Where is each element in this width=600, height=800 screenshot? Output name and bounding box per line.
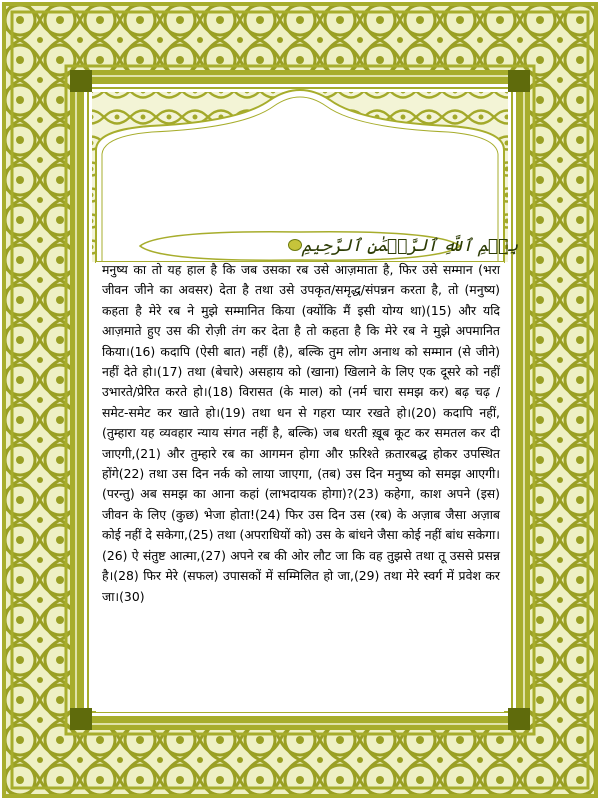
- verse-medallion-icon: [288, 239, 302, 251]
- basmala-text: بِسۡمِ ٱللَّهِ ٱلرَّحۡمَٰنِ ٱلرَّحِيمِ: [301, 235, 519, 256]
- content-area: [100, 230, 519, 715]
- verse-text: मनुष्य का तो यह हाल है कि जब उसका रब उसे आज़माता है, फिर उसे सम्मान (भरा जीवन जीने का अवसर) देता है तथा उसे उपकृत/समृद्ध/संपन्नन करता है, तो (मनुष्य) कहता है मेरे रब ने मुझे सम्मानित किया (क्योंकि मैं इसी योग्य था)(15) और यदि आज़माते हुए उस की रोज़ी तंग कर देता है तो कहता है कि मेरे रब ने मुझे अपमानित किया।(16) कदापि (ऐसी बात) नहीं (है), बल्कि तुम लोग अनाथ को सम्मान (से जीने) नहीं देते हो।(17) तथा (बेचारे) असहाय को (खाना) खिलाने के लिए एक दूसरे को नहीं उभारते/प्रेरित करते हो।(18) विरासत (के माल) को (नर्म चारा समझ कर) बढ़ चढ़ / समेट-समेट कर खाते हो।(19) तथा धन से गहरा प्यार रखते हो।(20) कदापि नहीं, (तुम्हारा यह व्यवहार न्याय संगत नहीं है, बल्कि) जब धरती ख़ूब कूट कर समतल कर दी जाएगी,(21) और तुम्हारे रब का आगमन होगा और फ़रिश्ते क़तारबद्ध होकर उपस्थित होंगे(22) तथा उस दिन नर्क को लाया जाएगा, (तब) उस दिन मनुष्य को समझ आएगी। (परन्तु) अब समझ का आना कहां (लाभदायक होगा)?(23) कहेगा, काश अपने (इस) जीवन के लिए (कुछ) भेजा होता!(24) फिर उस दिन उस (रब) के अज़ाब जैसा अज़ाब कोई नहीं दे सकेगा,(25) तथा (अपराधियों को) उस के बांधने जैसा कोई नहीं बांध सकेगा।(26) ऐ संतुष्ट आत्मा,(27) अपने रब की ओर लौट जा कि वह तुझसे तथा तू उससे प्रसन्न है।(28) फिर मेरे (सफल) उपासकों में सम्मिलित हो जा,(29) तथा मेरे स्वर्ग में प्रवेश कर जा।(30): [102, 262, 500, 604]
- basmala-heading: [250, 230, 550, 260]
